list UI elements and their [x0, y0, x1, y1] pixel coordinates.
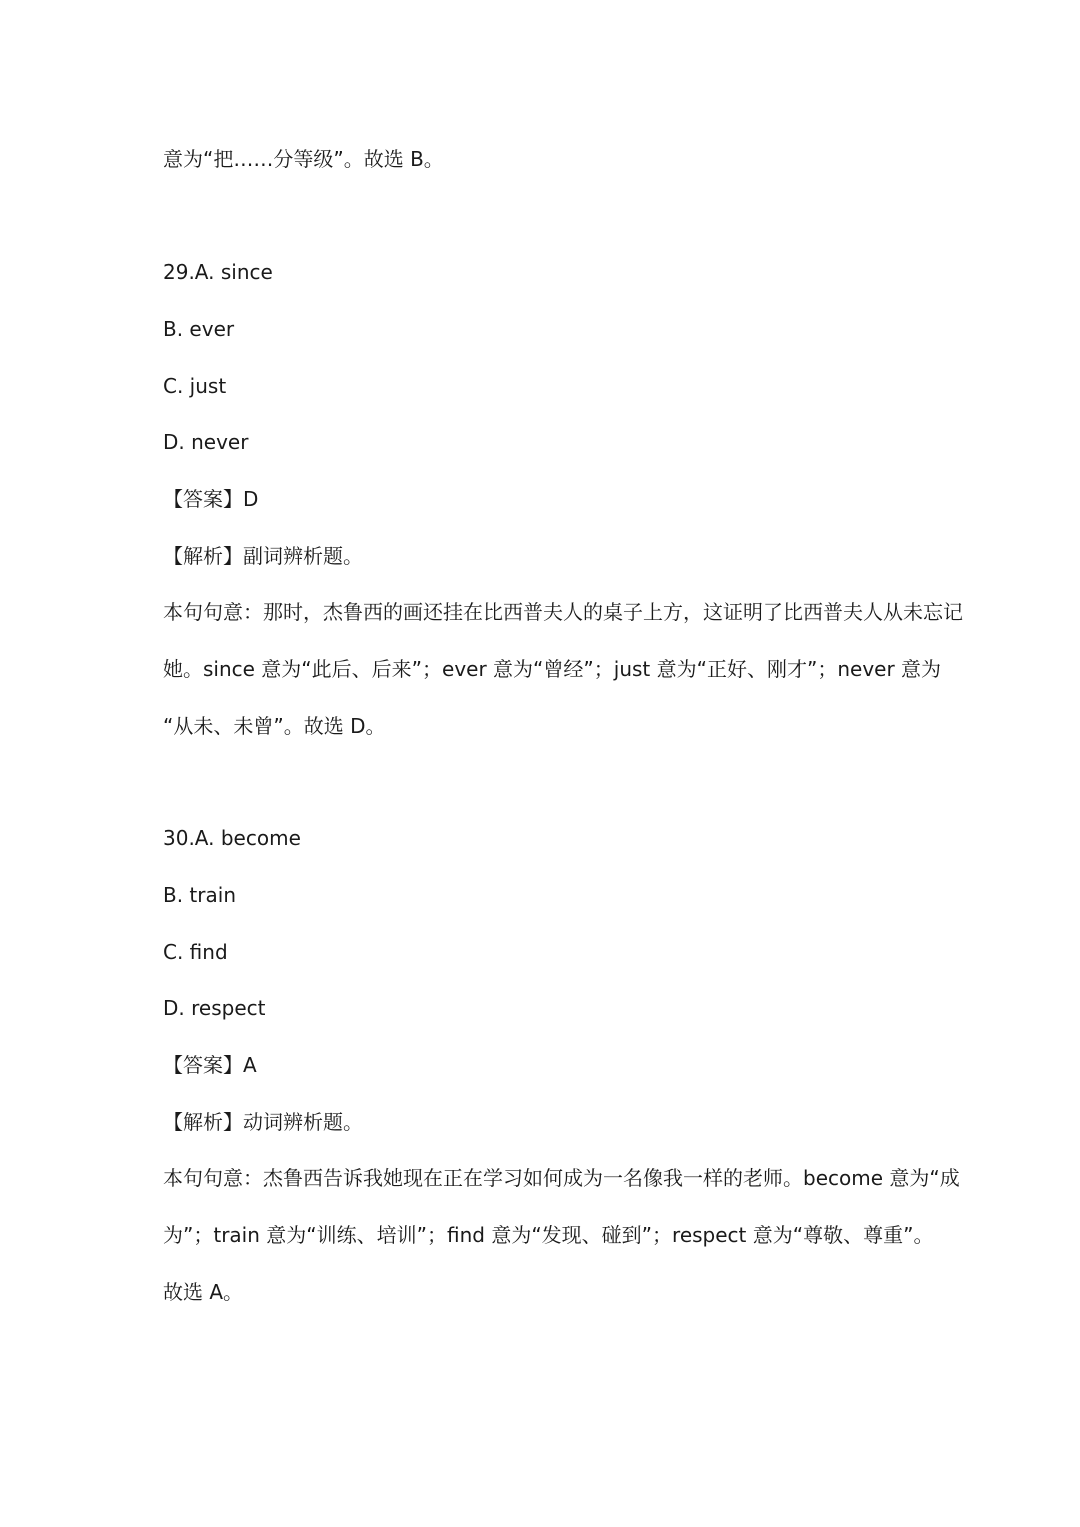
q30-analysis-line-3: 故选 A。 — [163, 1280, 244, 1304]
q30-option-b: B. train — [163, 883, 236, 907]
q29-option-d: D. never — [163, 430, 249, 454]
q29-analysis-label: 【解析】副词辨析题。 — [163, 544, 363, 568]
q30-option-a: 30.A. become — [163, 826, 301, 850]
q29-answer: 【答案】D — [163, 487, 259, 511]
q29-option-b: B. ever — [163, 317, 235, 341]
q29-analysis-line-3: “从未、未曾”。故选 D。 — [163, 714, 386, 738]
q30-option-d: D. respect — [163, 996, 266, 1020]
q30-analysis-line-1: 本句句意：杰鲁西告诉我她现在正在学习如何成为一名像我一样的老师。become 意为“成 — [163, 1166, 960, 1190]
q29-option-c: C. just — [163, 374, 227, 398]
q30-analysis-label: 【解析】动词辨析题。 — [163, 1110, 363, 1134]
q29-analysis-line-1: 本句句意：那时，杰鲁西的画还挂在比西普夫人的桌子上方，这证明了比西普夫人从未忘记 — [163, 600, 963, 624]
q30-option-c: C. find — [163, 940, 228, 964]
intro-line: 意为“把……分等级”。故选 B。 — [163, 147, 444, 171]
q30-analysis-line-2: 为”；train 意为“训练、培训”；find 意为“发现、碰到”；respect 意为“尊敬、尊重”。 — [163, 1223, 934, 1247]
q30-answer: 【答案】A — [163, 1053, 257, 1077]
q29-analysis-line-2: 她。since 意为“此后、后来”；ever 意为“曾经”；just 意为“正好、刚才”；never 意为 — [163, 657, 942, 681]
q29-option-a: 29.A. since — [163, 260, 273, 284]
